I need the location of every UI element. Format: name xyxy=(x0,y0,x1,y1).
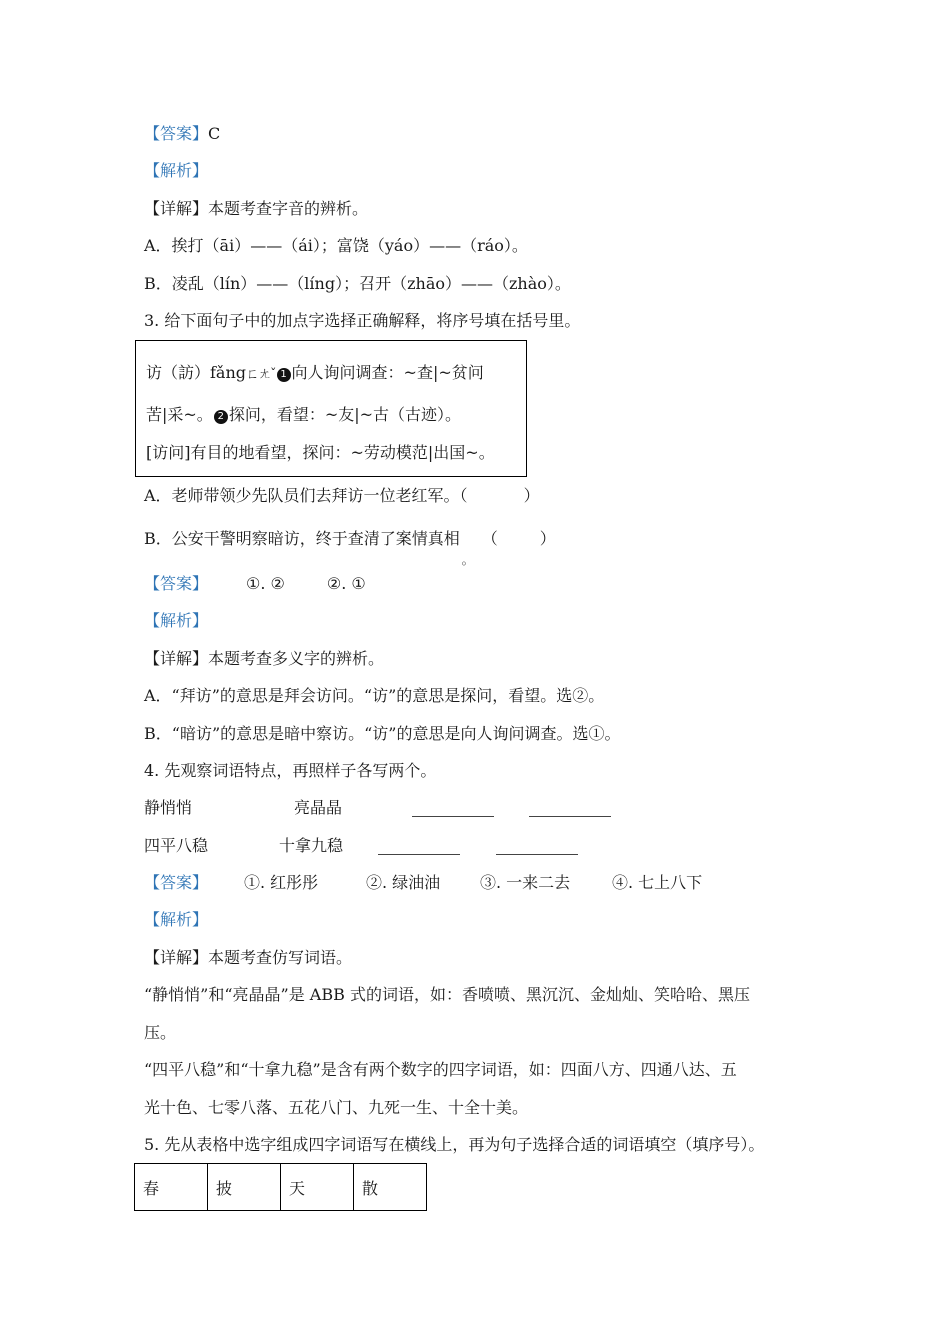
sentence-b-open: （ xyxy=(481,529,498,548)
definition-1-cont: 苦|采~。 xyxy=(146,405,213,424)
answer-tag: 【答案】 xyxy=(144,873,209,892)
dict-line-2 xyxy=(146,405,461,425)
analysis-tag: 【解析】 xyxy=(144,161,209,180)
bopomofo: ㄈㄤˇ xyxy=(246,367,276,382)
answer-line xyxy=(144,124,220,144)
explain-a: A．“拜访”的意思是拜会访问。“访”的意思是探问，看望。选②。 xyxy=(144,686,605,705)
sentence-b-text: B．公安干警明察暗访，终于查清了案情真相 xyxy=(144,529,460,548)
answer-blank[interactable] xyxy=(378,838,460,855)
answer-tag: 【答案】 xyxy=(144,574,209,593)
table-row xyxy=(135,1164,427,1211)
option-a: A．挨打（āi）——（ái）；富饶（yáo）——（ráo）。 xyxy=(144,236,528,255)
paragraph-1-line-1: “静悄悄”和“亮晶晶”是 ABB 式的词语，如：香喷喷、黑沉沉、金灿灿、笑哈哈、黑压 xyxy=(144,985,750,1004)
q4-row-2 xyxy=(144,836,344,856)
answer-item: ②. ① xyxy=(326,574,366,593)
answer-blank[interactable] xyxy=(529,800,611,817)
answer-item: ④. 七上八下 xyxy=(612,873,703,892)
question-5-stem: 5. 先从表格中选字组成四字词语写在横线上，再为句子选择合适的词语填空（填序号）。 xyxy=(144,1135,765,1154)
option-b: B．凌乱（lín）——（líng）；召开（zhāo）——（zhào）。 xyxy=(144,274,571,293)
detail-line: 【详解】本题考查多义字的辨析。 xyxy=(144,649,385,668)
example-word: 亮晶晶 xyxy=(294,798,343,817)
sentence-b xyxy=(144,529,556,549)
example-word: 十拿九稳 xyxy=(279,836,344,855)
answer-value: C xyxy=(208,124,221,143)
explain-b: B．“暗访”的意思是暗中察访。“访”的意思是向人询问调查。选①。 xyxy=(144,724,621,743)
table-cell: 散 xyxy=(354,1164,427,1211)
example-word: 静悄悄 xyxy=(144,798,193,817)
paragraph-1-line-2: 压。 xyxy=(144,1023,177,1042)
detail-line: 【详解】本题考查字音的辨析。 xyxy=(144,199,369,218)
paragraph-2-line-1: “四平八稳”和“十拿九稳”是含有两个数字的四字词语，如：四面八方、四通八达、五 xyxy=(144,1060,737,1079)
dict-line-3: [访问]有目的地看望，探问：~劳动模范|出国~。 xyxy=(146,443,495,462)
table-cell: 披 xyxy=(208,1164,281,1211)
definition-2-marker: 2 xyxy=(214,410,228,424)
sentence-b-close: ） xyxy=(539,529,556,548)
character-table xyxy=(134,1163,427,1211)
q4-row-1 xyxy=(144,798,343,818)
dict-headword: 访（訪）fǎng xyxy=(146,363,247,382)
question-3-stem: 3. 给下面句子中的加点字选择正确解释，将序号填在括号里。 xyxy=(144,311,581,330)
q4-answer-line xyxy=(144,873,703,893)
analysis-tag: 【解析】 xyxy=(144,611,209,630)
definition-1-marker: 1 xyxy=(277,368,291,382)
example-word: 四平八稳 xyxy=(144,836,209,855)
answer-tag: 【答案】 xyxy=(144,124,209,143)
answer-item: ①. 红彤彤 xyxy=(244,873,319,892)
sentence-a-close: ） xyxy=(523,486,540,505)
definition-1-text: 向人询问调查：~查|~贫问 xyxy=(291,363,484,382)
q3-answer-line xyxy=(144,574,366,594)
table-cell: 春 xyxy=(135,1164,208,1211)
definition-2-text: 探问，看望：~友|~古（古迹）。 xyxy=(228,405,462,424)
dict-line-1 xyxy=(146,363,484,385)
paragraph-2-line-2: 光十色、七零八落、五花八门、九死一生、十全十美。 xyxy=(144,1098,529,1117)
question-4-stem: 4. 先观察词语特点，再照样子各写两个。 xyxy=(144,761,437,780)
answer-item: ②. 绿油油 xyxy=(366,873,441,892)
dictionary-entry-box xyxy=(135,340,527,477)
detail-line: 【详解】本题考查仿写词语。 xyxy=(144,948,353,967)
answer-blank[interactable] xyxy=(412,800,494,817)
table-cell: 天 xyxy=(281,1164,354,1211)
answer-item: ①. ② xyxy=(246,574,285,593)
answer-blank[interactable] xyxy=(496,838,578,855)
analysis-tag: 【解析】 xyxy=(144,910,209,929)
sentence-a xyxy=(144,486,540,506)
sentence-a-text: A．老师带领少先队员们去拜访一位老红军。（ xyxy=(144,486,468,505)
answer-item: ③. 一来二去 xyxy=(480,873,571,892)
